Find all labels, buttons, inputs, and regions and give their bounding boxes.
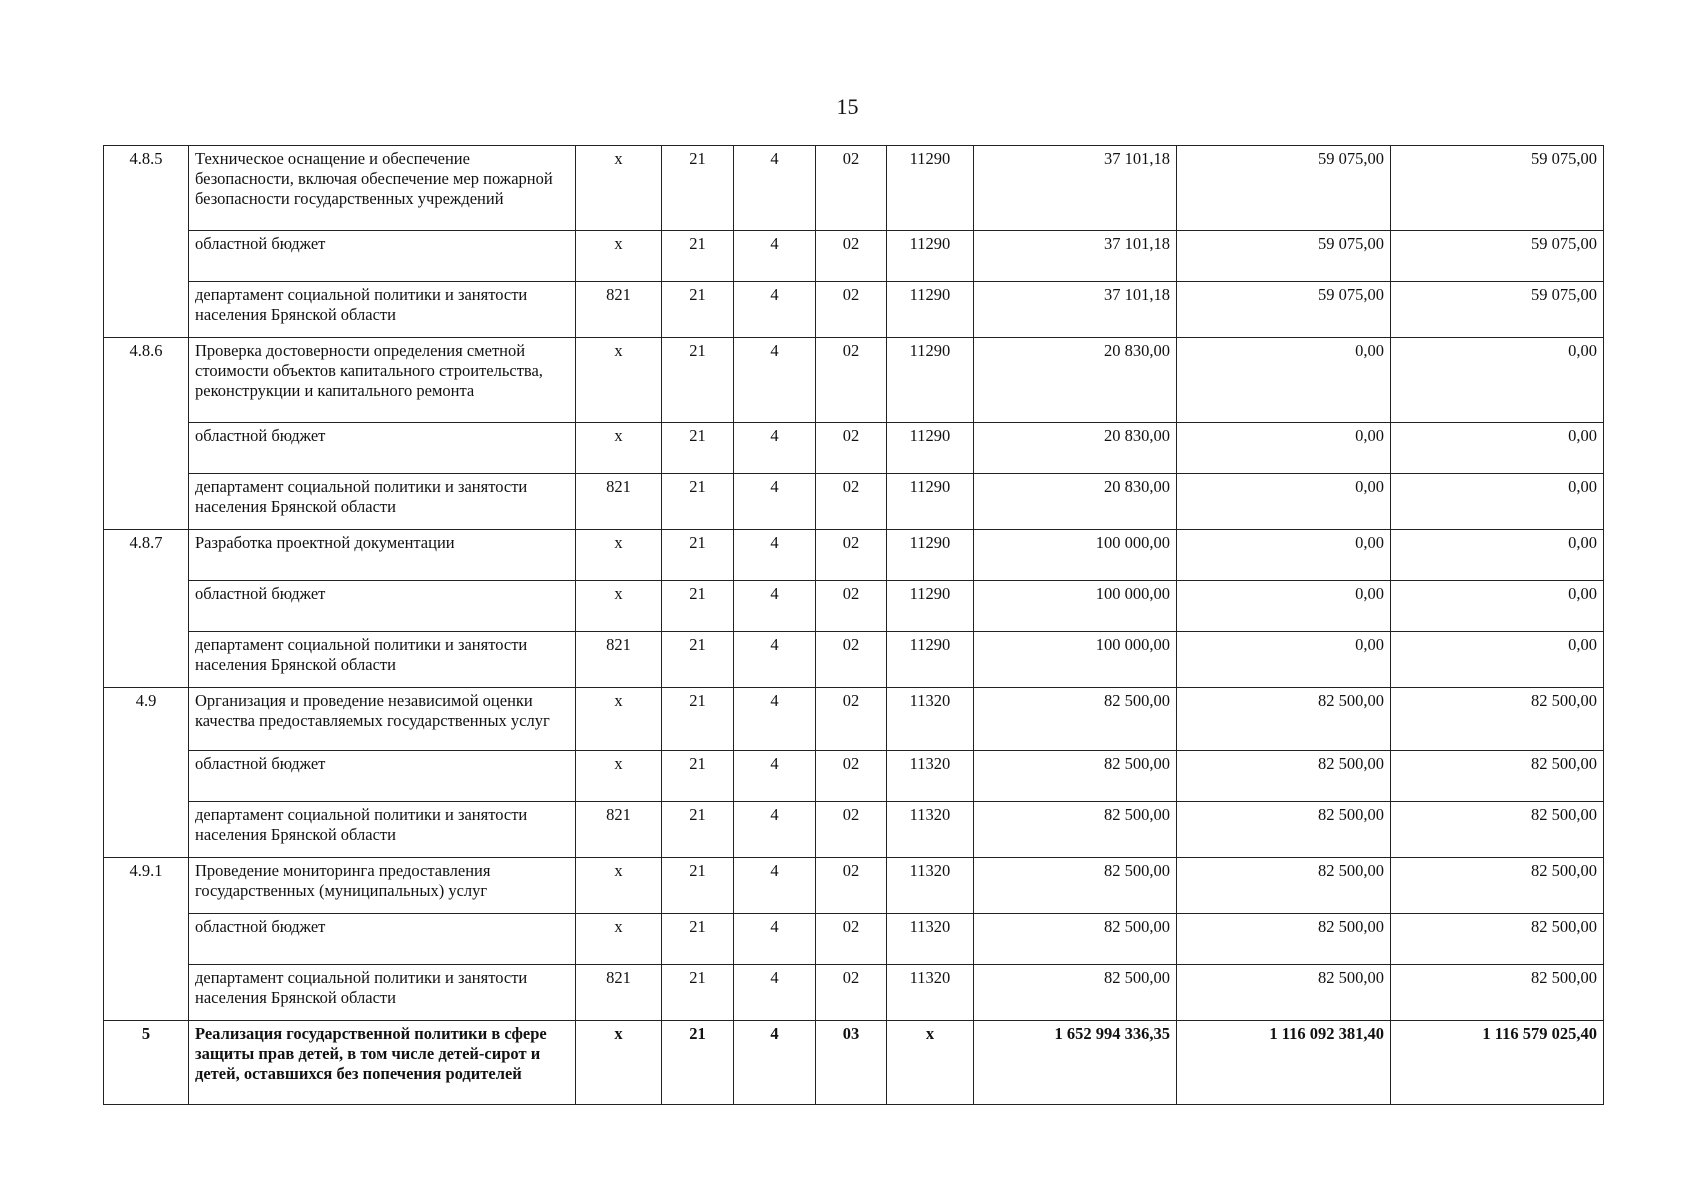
grbs-code: 821 [576,282,662,338]
table-row [104,282,1604,338]
grbs-code: х [576,581,662,632]
code-4: 11320 [887,802,974,858]
table-row [104,751,1604,802]
code-1: 21 [662,474,734,530]
amount-year-1: 82 500,00 [974,914,1177,965]
amount-year-2: 82 500,00 [1177,751,1391,802]
amount-year-1: 82 500,00 [974,858,1177,914]
amount-year-3: 0,00 [1391,632,1604,688]
code-2: 4 [734,1021,816,1105]
code-3: 02 [816,146,887,231]
grbs-code: х [576,1021,662,1105]
amount-year-1: 100 000,00 [974,632,1177,688]
code-4: 11290 [887,282,974,338]
grbs-code: 821 [576,632,662,688]
code-3: 03 [816,1021,887,1105]
item-name: департамент социальной политики и занятости населения Брянской области [189,282,576,338]
code-4: х [887,1021,974,1105]
code-2: 4 [734,530,816,581]
code-1: 21 [662,751,734,802]
code-4: 11290 [887,231,974,282]
code-1: 21 [662,632,734,688]
item-name: Реализация государственной политики в сфере защиты прав детей, в том числе детей-сирот и детей, оставшихся без попечения родителей [189,1021,576,1105]
item-number: 5 [104,1021,189,1105]
amount-year-2: 0,00 [1177,338,1391,423]
amount-year-3: 82 500,00 [1391,802,1604,858]
amount-year-3: 59 075,00 [1391,231,1604,282]
code-3: 02 [816,282,887,338]
code-4: 11290 [887,530,974,581]
item-number: 4.9 [104,688,189,858]
amount-year-2: 0,00 [1177,423,1391,474]
code-2: 4 [734,858,816,914]
amount-year-1: 20 830,00 [974,423,1177,474]
table-row [104,914,1604,965]
code-4: 11290 [887,581,974,632]
amount-year-2: 0,00 [1177,581,1391,632]
amount-year-3: 0,00 [1391,581,1604,632]
page-number: 15 [836,94,859,119]
grbs-code: х [576,423,662,474]
item-name: Разработка проектной документации [189,530,576,581]
table-row [104,1021,1604,1105]
amount-year-2: 0,00 [1177,530,1391,581]
code-4: 11290 [887,423,974,474]
code-4: 11290 [887,146,974,231]
code-2: 4 [734,423,816,474]
code-1: 21 [662,282,734,338]
code-1: 21 [662,146,734,231]
code-3: 02 [816,688,887,751]
item-name: Проверка достоверности определения сметной стоимости объектов капитального строительства, реконструкции и капитального ремонта [189,338,576,423]
amount-year-3: 82 500,00 [1391,751,1604,802]
amount-year-3: 59 075,00 [1391,146,1604,231]
amount-year-3: 0,00 [1391,530,1604,581]
code-4: 11290 [887,474,974,530]
amount-year-2: 82 500,00 [1177,914,1391,965]
code-3: 02 [816,474,887,530]
grbs-code: 821 [576,802,662,858]
amount-year-1: 82 500,00 [974,688,1177,751]
table-row [104,530,1604,581]
item-name: департамент социальной политики и занятости населения Брянской области [189,632,576,688]
amount-year-3: 59 075,00 [1391,282,1604,338]
table-row [104,965,1604,1021]
code-3: 02 [816,231,887,282]
table-row [104,688,1604,751]
table-row [104,146,1604,231]
amount-year-2: 59 075,00 [1177,146,1391,231]
amount-year-2: 59 075,00 [1177,282,1391,338]
code-4: 11320 [887,965,974,1021]
code-3: 02 [816,751,887,802]
grbs-code: х [576,858,662,914]
table-row [104,338,1604,423]
amount-year-3: 82 500,00 [1391,965,1604,1021]
code-2: 4 [734,914,816,965]
amount-year-1: 37 101,18 [974,231,1177,282]
code-1: 21 [662,965,734,1021]
code-3: 02 [816,423,887,474]
item-name: областной бюджет [189,914,576,965]
code-2: 4 [734,632,816,688]
table-row [104,231,1604,282]
code-1: 21 [662,231,734,282]
amount-year-1: 37 101,18 [974,146,1177,231]
amount-year-2: 0,00 [1177,632,1391,688]
code-4: 11290 [887,632,974,688]
amount-year-3: 82 500,00 [1391,914,1604,965]
code-3: 02 [816,338,887,423]
item-name: областной бюджет [189,423,576,474]
code-1: 21 [662,530,734,581]
amount-year-2: 59 075,00 [1177,231,1391,282]
item-number: 4.8.6 [104,338,189,530]
code-3: 02 [816,858,887,914]
table-row [104,802,1604,858]
amount-year-3: 1 116 579 025,40 [1391,1021,1604,1105]
code-3: 02 [816,914,887,965]
item-number: 4.8.5 [104,146,189,338]
amount-year-2: 82 500,00 [1177,965,1391,1021]
code-1: 21 [662,688,734,751]
amount-year-3: 0,00 [1391,338,1604,423]
code-1: 21 [662,914,734,965]
grbs-code: х [576,338,662,423]
amount-year-1: 20 830,00 [974,338,1177,423]
code-4: 11290 [887,338,974,423]
amount-year-2: 82 500,00 [1177,688,1391,751]
code-3: 02 [816,581,887,632]
item-name: областной бюджет [189,581,576,632]
grbs-code: х [576,751,662,802]
grbs-code: х [576,146,662,231]
grbs-code: 821 [576,474,662,530]
table-row [104,581,1604,632]
code-2: 4 [734,474,816,530]
grbs-code: 821 [576,965,662,1021]
code-2: 4 [734,146,816,231]
code-2: 4 [734,688,816,751]
code-1: 21 [662,581,734,632]
code-3: 02 [816,632,887,688]
code-4: 11320 [887,914,974,965]
amount-year-1: 82 500,00 [974,802,1177,858]
item-number: 4.8.7 [104,530,189,688]
item-number: 4.9.1 [104,858,189,1021]
item-name: департамент социальной политики и занятости населения Брянской области [189,802,576,858]
amount-year-3: 0,00 [1391,423,1604,474]
amount-year-1: 82 500,00 [974,965,1177,1021]
code-4: 11320 [887,858,974,914]
amount-year-1: 82 500,00 [974,751,1177,802]
table-row [104,858,1604,914]
item-name: Проведение мониторинга предоставления государственных (муниципальных) услуг [189,858,576,914]
grbs-code: х [576,530,662,581]
code-1: 21 [662,338,734,423]
amount-year-1: 1 652 994 336,35 [974,1021,1177,1105]
amount-year-1: 20 830,00 [974,474,1177,530]
code-2: 4 [734,965,816,1021]
code-2: 4 [734,802,816,858]
budget-table [103,145,1604,1105]
amount-year-3: 0,00 [1391,474,1604,530]
grbs-code: х [576,688,662,751]
code-2: 4 [734,751,816,802]
item-name: департамент социальной политики и занятости населения Брянской области [189,474,576,530]
code-1: 21 [662,802,734,858]
code-1: 21 [662,858,734,914]
grbs-code: х [576,231,662,282]
item-name: Техническое оснащение и обеспечение безопасности, включая обеспечение мер пожарной безопасности государственных учреждений [189,146,576,231]
code-1: 21 [662,1021,734,1105]
code-2: 4 [734,231,816,282]
amount-year-1: 37 101,18 [974,282,1177,338]
code-2: 4 [734,581,816,632]
item-name: Организация и проведение независимой оценки качества предоставляемых государственных услуг [189,688,576,751]
amount-year-2: 1 116 092 381,40 [1177,1021,1391,1105]
code-3: 02 [816,802,887,858]
code-4: 11320 [887,688,974,751]
amount-year-2: 82 500,00 [1177,858,1391,914]
code-3: 02 [816,530,887,581]
amount-year-3: 82 500,00 [1391,858,1604,914]
amount-year-1: 100 000,00 [974,581,1177,632]
amount-year-1: 100 000,00 [974,530,1177,581]
amount-year-2: 82 500,00 [1177,802,1391,858]
amount-year-2: 0,00 [1177,474,1391,530]
grbs-code: х [576,914,662,965]
table-row [104,423,1604,474]
code-1: 21 [662,423,734,474]
item-name: областной бюджет [189,231,576,282]
item-name: департамент социальной политики и занятости населения Брянской области [189,965,576,1021]
code-4: 11320 [887,751,974,802]
table-row [104,474,1604,530]
amount-year-3: 82 500,00 [1391,688,1604,751]
code-3: 02 [816,965,887,1021]
item-name: областной бюджет [189,751,576,802]
code-2: 4 [734,338,816,423]
table-row [104,632,1604,688]
code-2: 4 [734,282,816,338]
